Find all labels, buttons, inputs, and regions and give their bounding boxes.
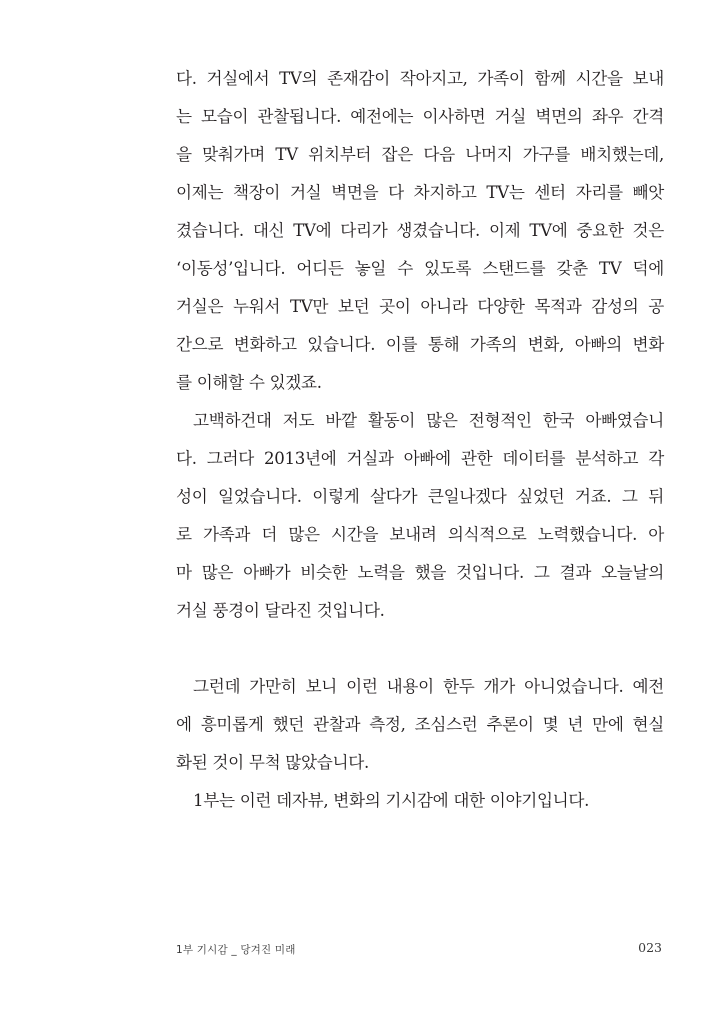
text-line: 거실은 누워서 TV만 보던 곳이 아니라 다양한 목적과 감성의 공 (176, 297, 664, 316)
text-line: 겼습니다. 대신 TV에 다리가 생겼습니다. 이제 TV에 중요한 것은 (176, 221, 664, 240)
text-line: 을 맞춰가며 TV 위치부터 잡은 다음 나머지 가구를 배치했는데, (176, 145, 664, 164)
text-line: 성이 일었습니다. 이렇게 살다가 큰일나겠다 싶었던 거죠. 그 뒤 (176, 487, 664, 506)
text-line: 거실 풍경이 달라진 것입니다. (176, 601, 385, 620)
paragraph-1 (176, 60, 664, 402)
page-footer (176, 940, 664, 960)
text-line: 다. 그러다 2013년에 거실과 아빠에 관한 데이터를 분석하고 각 (176, 449, 664, 468)
paragraph-4 (176, 782, 664, 820)
paragraph-2 (176, 402, 664, 630)
text-line: 그런데 가만히 보니 이런 내용이 한두 개가 아니었습니다. 예전 (193, 677, 664, 696)
text-line: 로 가족과 더 많은 시간을 보내려 의식적으로 노력했습니다. 아 (176, 525, 664, 544)
text-line: 에 흥미롭게 했던 관찰과 측정, 조심스런 추론이 몇 년 만에 현실 (176, 715, 664, 734)
paragraph-3 (176, 668, 664, 782)
text-line: 다. 거실에서 TV의 존재감이 작아지고, 가족이 함께 시간을 보내 (176, 69, 664, 88)
text-line: 이제는 책장이 거실 벽면을 다 차지하고 TV는 센터 자리를 빼앗 (176, 183, 664, 202)
text-line: 를 이해할 수 있겠죠. (176, 373, 322, 392)
text-line: ‘이동성’입니다. 어디든 놓일 수 있도록 스탠드를 갖춘 TV 덕에 (176, 259, 664, 278)
running-title: 1부 기시감 _ 당겨진 미래 (176, 944, 296, 956)
text-line: 는 모습이 관찰됩니다. 예전에는 이사하면 거실 벽면의 좌우 간격 (176, 107, 664, 126)
text-line: 고백하건대 저도 바깥 활동이 많은 전형적인 한국 아빠였습니 (193, 411, 664, 430)
text-line: 1부는 이런 데자뷰, 변화의 기시감에 대한 이야기입니다. (193, 791, 590, 810)
section-gap (176, 630, 664, 668)
page-number: 023 (638, 940, 662, 955)
body-text (176, 60, 664, 820)
text-line: 마 많은 아빠가 비슷한 노력을 했을 것입니다. 그 결과 오늘날의 (176, 563, 664, 582)
text-line: 간으로 변화하고 있습니다. 이를 통해 가족의 변화, 아빠의 변화 (176, 335, 664, 354)
text-line: 화된 것이 무척 많았습니다. (176, 753, 369, 772)
